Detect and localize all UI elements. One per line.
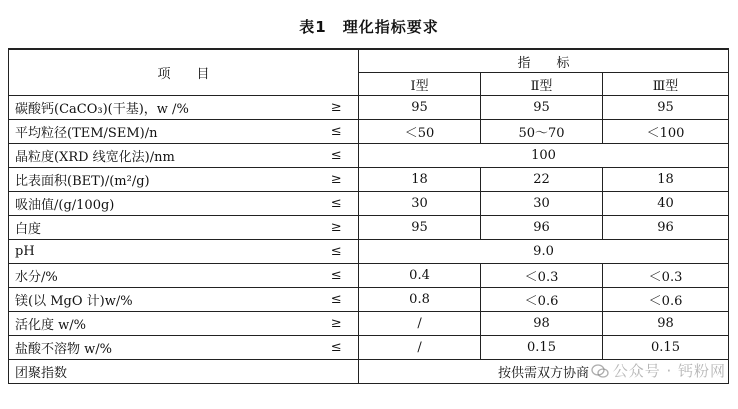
row-value-type-3: 95 bbox=[603, 96, 729, 120]
header-type-2: Ⅱ型 bbox=[481, 73, 603, 96]
row-comparison-symbol: ≤ bbox=[315, 264, 359, 288]
row-value-merged: 9.0 bbox=[359, 240, 729, 264]
row-value-type-3: 18 bbox=[603, 168, 729, 192]
row-item-label: 白度 bbox=[9, 216, 315, 240]
row-comparison-symbol: ≤ bbox=[315, 144, 359, 168]
table-row bbox=[9, 288, 729, 312]
row-comparison-symbol: ≤ bbox=[315, 288, 359, 312]
row-value-type-2: ＜0.6 bbox=[481, 288, 603, 312]
row-value-type-2: 0.15 bbox=[481, 336, 603, 360]
row-value-type-2: 98 bbox=[481, 312, 603, 336]
header-row-1 bbox=[9, 49, 729, 73]
row-value-type-2: 50～70 bbox=[481, 120, 603, 144]
table-row bbox=[9, 216, 729, 240]
row-item-label: 镁(以 MgO 计)w/% bbox=[9, 288, 315, 312]
row-item-label: 吸油值/(g/100g) bbox=[9, 192, 315, 216]
row-item-label: 盐酸不溶物 w/% bbox=[9, 336, 315, 360]
table-row bbox=[9, 312, 729, 336]
row-value-type-3: ＜0.3 bbox=[603, 264, 729, 288]
row-value-type-1: 0.8 bbox=[359, 288, 481, 312]
row-value-type-1: ＜50 bbox=[359, 120, 481, 144]
row-value-type-3: 98 bbox=[603, 312, 729, 336]
row-comparison-symbol: ≤ bbox=[315, 240, 359, 264]
table-row bbox=[9, 96, 729, 120]
row-value-type-2: 22 bbox=[481, 168, 603, 192]
row-value-type-1: 95 bbox=[359, 96, 481, 120]
table-row bbox=[9, 336, 729, 360]
row-comparison-symbol: ≥ bbox=[315, 312, 359, 336]
table-row bbox=[9, 240, 729, 264]
watermark bbox=[591, 360, 726, 381]
header-item: 项 目 bbox=[9, 49, 359, 96]
watermark-text: 公众号 · 钙粉网 bbox=[612, 362, 726, 380]
row-value-type-2: 96 bbox=[481, 216, 603, 240]
row-item-label: pH bbox=[9, 240, 315, 264]
row-value-type-2: 95 bbox=[481, 96, 603, 120]
row-value-type-3: ＜0.6 bbox=[603, 288, 729, 312]
row-value-type-1: 30 bbox=[359, 192, 481, 216]
row-value-type-3: ＜100 bbox=[603, 120, 729, 144]
row-item-label: 比表面积(BET)/(m²/g) bbox=[9, 168, 315, 192]
row-item-label: 活化度 w/% bbox=[9, 312, 315, 336]
wechat-icon bbox=[591, 364, 609, 378]
row-comparison-symbol: ≥ bbox=[315, 168, 359, 192]
row-value-type-1: 18 bbox=[359, 168, 481, 192]
header-indicator: 指 标 bbox=[359, 49, 729, 73]
row-value-type-2: 30 bbox=[481, 192, 603, 216]
row-value-type-3: 96 bbox=[603, 216, 729, 240]
row-comparison-symbol: ≥ bbox=[315, 96, 359, 120]
table-row bbox=[9, 120, 729, 144]
row-value-type-2: ＜0.3 bbox=[481, 264, 603, 288]
spec-table bbox=[8, 48, 729, 384]
table-title: 表1 理化指标要求 bbox=[299, 18, 439, 36]
table-row bbox=[9, 168, 729, 192]
row-item-label: 团聚指数 bbox=[9, 360, 315, 384]
table-row bbox=[9, 264, 729, 288]
row-value-type-1: / bbox=[359, 336, 481, 360]
row-item-label: 碳酸钙(CaCO₃)(干基)，w /% bbox=[9, 96, 315, 120]
row-value-merged: 100 bbox=[359, 144, 729, 168]
row-comparison-symbol: ≤ bbox=[315, 192, 359, 216]
table-row bbox=[9, 192, 729, 216]
row-value-type-1: 95 bbox=[359, 216, 481, 240]
row-value-type-1: / bbox=[359, 312, 481, 336]
header-type-1: Ⅰ型 bbox=[359, 73, 481, 96]
row-comparison-symbol: ≤ bbox=[315, 120, 359, 144]
row-value-type-3: 0.15 bbox=[603, 336, 729, 360]
row-value-type-1: 0.4 bbox=[359, 264, 481, 288]
row-comparison-symbol: ≥ bbox=[315, 216, 359, 240]
row-item-label: 水分/% bbox=[9, 264, 315, 288]
row-comparison-symbol: ≤ bbox=[315, 336, 359, 360]
row-value-type-3: 40 bbox=[603, 192, 729, 216]
table-row bbox=[9, 144, 729, 168]
row-item-label: 平均粒径(TEM/SEM)/n bbox=[9, 120, 315, 144]
header-type-3: Ⅲ型 bbox=[603, 73, 729, 96]
row-item-label: 晶粒度(XRD 线宽化法)/nm bbox=[9, 144, 315, 168]
row-value-merged: 按供需双方协商 bbox=[359, 360, 729, 384]
row-comparison-symbol bbox=[315, 360, 359, 384]
